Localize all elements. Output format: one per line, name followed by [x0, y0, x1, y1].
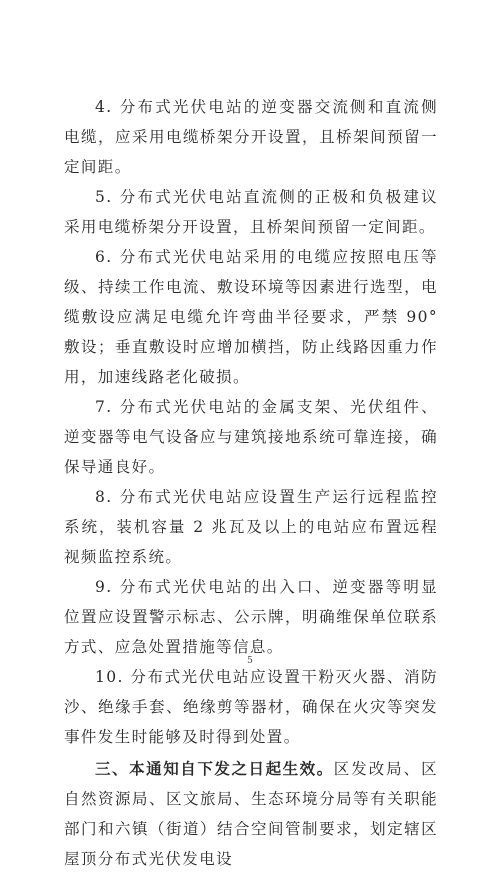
section-heading: 三、本通知自下发之日起生效。: [95, 760, 334, 778]
document-body: [64, 92, 438, 874]
page-number: 5: [247, 656, 253, 666]
paragraph-item-5: 5. 分布式光伏电站直流侧的正极和负极建议采用电缆桥架分开设置，且桥架间预留一定间距。: [64, 188, 438, 236]
paragraph-item-6: 6. 分布式光伏电站采用的电缆应按照电压等级、持续工作电流、敷设环境等因素进行选型，电缆敷设应满足电缆允许弯曲半径要求，严禁 90° 敷设；垂直敷设时应增加横挡，防止线路因重力作用，加速线路老化破损。: [64, 248, 438, 386]
section-text: 区发改局、区自然资源局、区文旅局、生态环境分局等有关职能部门和六镇（街道）结合空间管制要求，划定辖区屋顶分布式光伏发电设: [64, 760, 438, 868]
paragraph-item-7: 7. 分布式光伏电站的金属支架、光伏组件、逆变器等电气设备应与建筑接地系统可靠连接，确保导通良好。: [64, 398, 438, 476]
paragraph-item-10: 10. 分布式光伏电站应设置干粉灭火器、消防沙、绝缘手套、绝缘剪等器材，确保在火灾等突发事件发生时能够及时得到处置。: [64, 668, 438, 746]
section-three: [64, 754, 438, 874]
paragraph-item-8: 8. 分布式光伏电站应设置生产运行远程监控系统，装机容量 2 兆瓦及以上的电站应布置远程视频监控系统。: [64, 488, 438, 566]
paragraph-item-9: 9. 分布式光伏电站的出入口、逆变器等明显位置应设置警示标志、公示牌，明确维保单位联系方式、应急处置措施等信息。: [64, 578, 438, 656]
paragraph-item-4: 4. 分布式光伏电站的逆变器交流侧和直流侧电缆，应采用电缆桥架分开设置，且桥架间预留一定间距。: [64, 98, 438, 176]
